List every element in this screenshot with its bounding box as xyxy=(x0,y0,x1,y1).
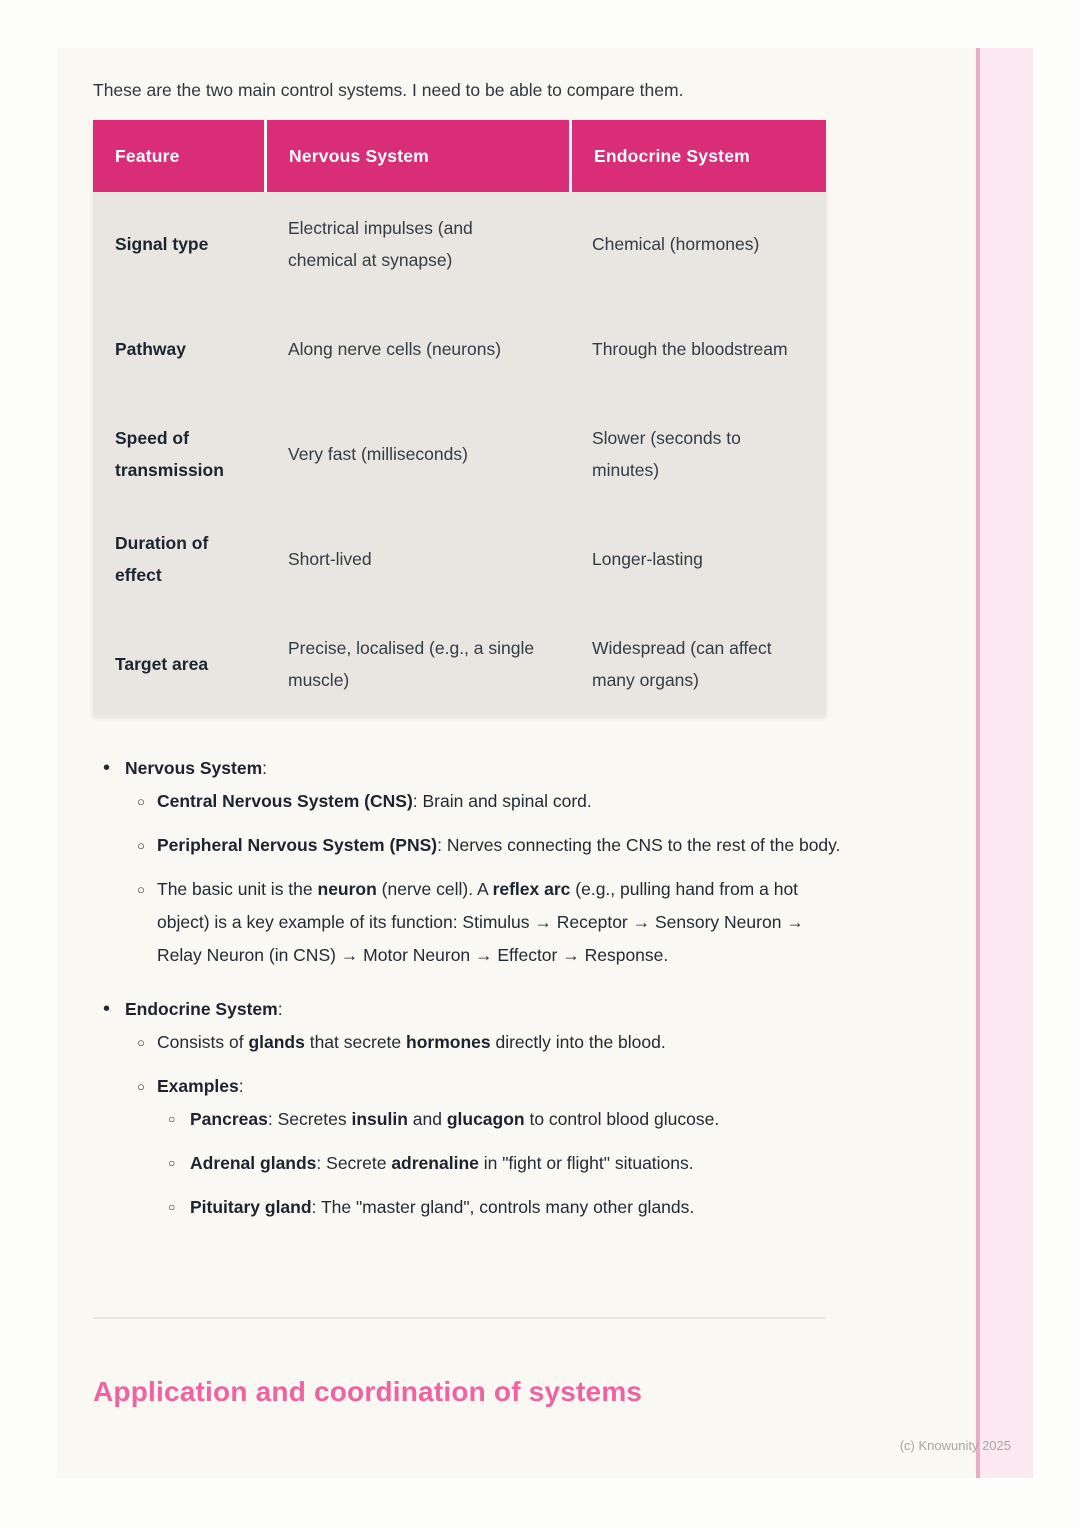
list-item-text: Central Nervous System (CNS): Brain and spinal cord. xyxy=(157,791,592,811)
list-item-text: Peripheral Nervous System (PNS): Nerves connecting the CNS to the rest of the body. xyxy=(157,835,841,855)
list-item xyxy=(137,785,841,818)
table-nervous-cell: Short-lived xyxy=(288,549,372,569)
list-item-text: Examples: xyxy=(157,1076,244,1096)
table-nervous-cell: Very fast (milliseconds) xyxy=(288,444,468,464)
table-header-row xyxy=(93,120,826,192)
page-edge-strip xyxy=(976,48,1033,1478)
intro-text: These are the two main control systems. I need to be able to compare them. xyxy=(93,79,684,100)
section-divider xyxy=(93,1317,826,1319)
table-nervous-cell: Precise, localised (e.g., a single muscle) xyxy=(288,638,535,690)
list-item-text: Pancreas: Secretes insulin and glucagon to control blood glucose. xyxy=(190,1109,720,1129)
list-item xyxy=(168,1103,841,1136)
table-row-feature: Pathway xyxy=(115,339,186,359)
circle-bullet-icon: ○ xyxy=(137,882,145,897)
table-header-nervous-system: Nervous System xyxy=(267,120,569,192)
circle-bullet-icon: ○ xyxy=(137,1079,145,1094)
table-body xyxy=(93,192,826,717)
circle-bullet-icon: ○ xyxy=(137,1035,145,1050)
list-item xyxy=(168,1147,841,1180)
table-row-feature: Speed of transmission xyxy=(115,428,224,480)
list-item xyxy=(103,993,841,1026)
list-item xyxy=(168,1191,841,1224)
notes-page-card xyxy=(57,48,1033,1478)
circle-bullet-icon: ○ xyxy=(168,1200,176,1214)
bullet-icon: • xyxy=(103,757,111,779)
list-item xyxy=(103,752,841,785)
table-row-feature: Duration of effect xyxy=(115,533,209,585)
copyright-text: (c) Knowunity 2025 xyxy=(899,1438,1011,1453)
circle-bullet-icon: ○ xyxy=(168,1112,176,1126)
circle-bullet-icon: ○ xyxy=(137,794,145,809)
table-endocrine-cell: Widespread (can affect many organs) xyxy=(592,638,772,690)
table-header-endocrine-system: Endocrine System xyxy=(572,120,826,192)
list-item-text: Consists of glands that secrete hormones directly into the blood. xyxy=(157,1032,666,1052)
table-header-feature: Feature xyxy=(93,120,264,192)
list-item xyxy=(137,873,841,972)
list-item xyxy=(137,1070,841,1103)
table-nervous-cell: Electrical impulses (and chemical at synapse) xyxy=(288,218,473,270)
circle-bullet-icon: ○ xyxy=(168,1156,176,1170)
section-heading: Application and coordination of systems xyxy=(93,1376,643,1408)
table-row-feature: Signal type xyxy=(115,234,209,254)
table-endocrine-cell: Chemical (hormones) xyxy=(592,234,760,254)
table-endocrine-cell: Longer-lasting xyxy=(592,549,703,569)
list-item-text: Pituitary gland: The "master gland", controls many other glands. xyxy=(190,1197,695,1217)
table-endocrine-cell: Through the bloodstream xyxy=(592,339,788,359)
list-item-text: The basic unit is the neuron (nerve cell). A reflex arc (e.g., pulling hand from a hot object) is a key example of its function: Stimulus → Receptor → Sensory Neuron → Relay Neuron (in CNS) → Motor Neuron → Effector → Response. xyxy=(157,879,804,965)
circle-bullet-icon: ○ xyxy=(137,838,145,853)
list-item-text: Endocrine System: xyxy=(125,999,283,1019)
list-item-text: Adrenal glands: Secrete adrenaline in "fight or flight" situations. xyxy=(190,1153,694,1173)
list-item-text: Nervous System: xyxy=(125,758,268,778)
list-item xyxy=(137,1026,841,1059)
table-row-feature: Target area xyxy=(115,654,209,674)
comparison-table xyxy=(93,120,826,717)
table-endocrine-cell: Slower (seconds to minutes) xyxy=(592,428,741,480)
list-item xyxy=(137,829,841,862)
table-nervous-cell: Along nerve cells (neurons) xyxy=(288,339,502,359)
notes-list xyxy=(93,752,841,1224)
bullet-icon: • xyxy=(103,998,111,1020)
